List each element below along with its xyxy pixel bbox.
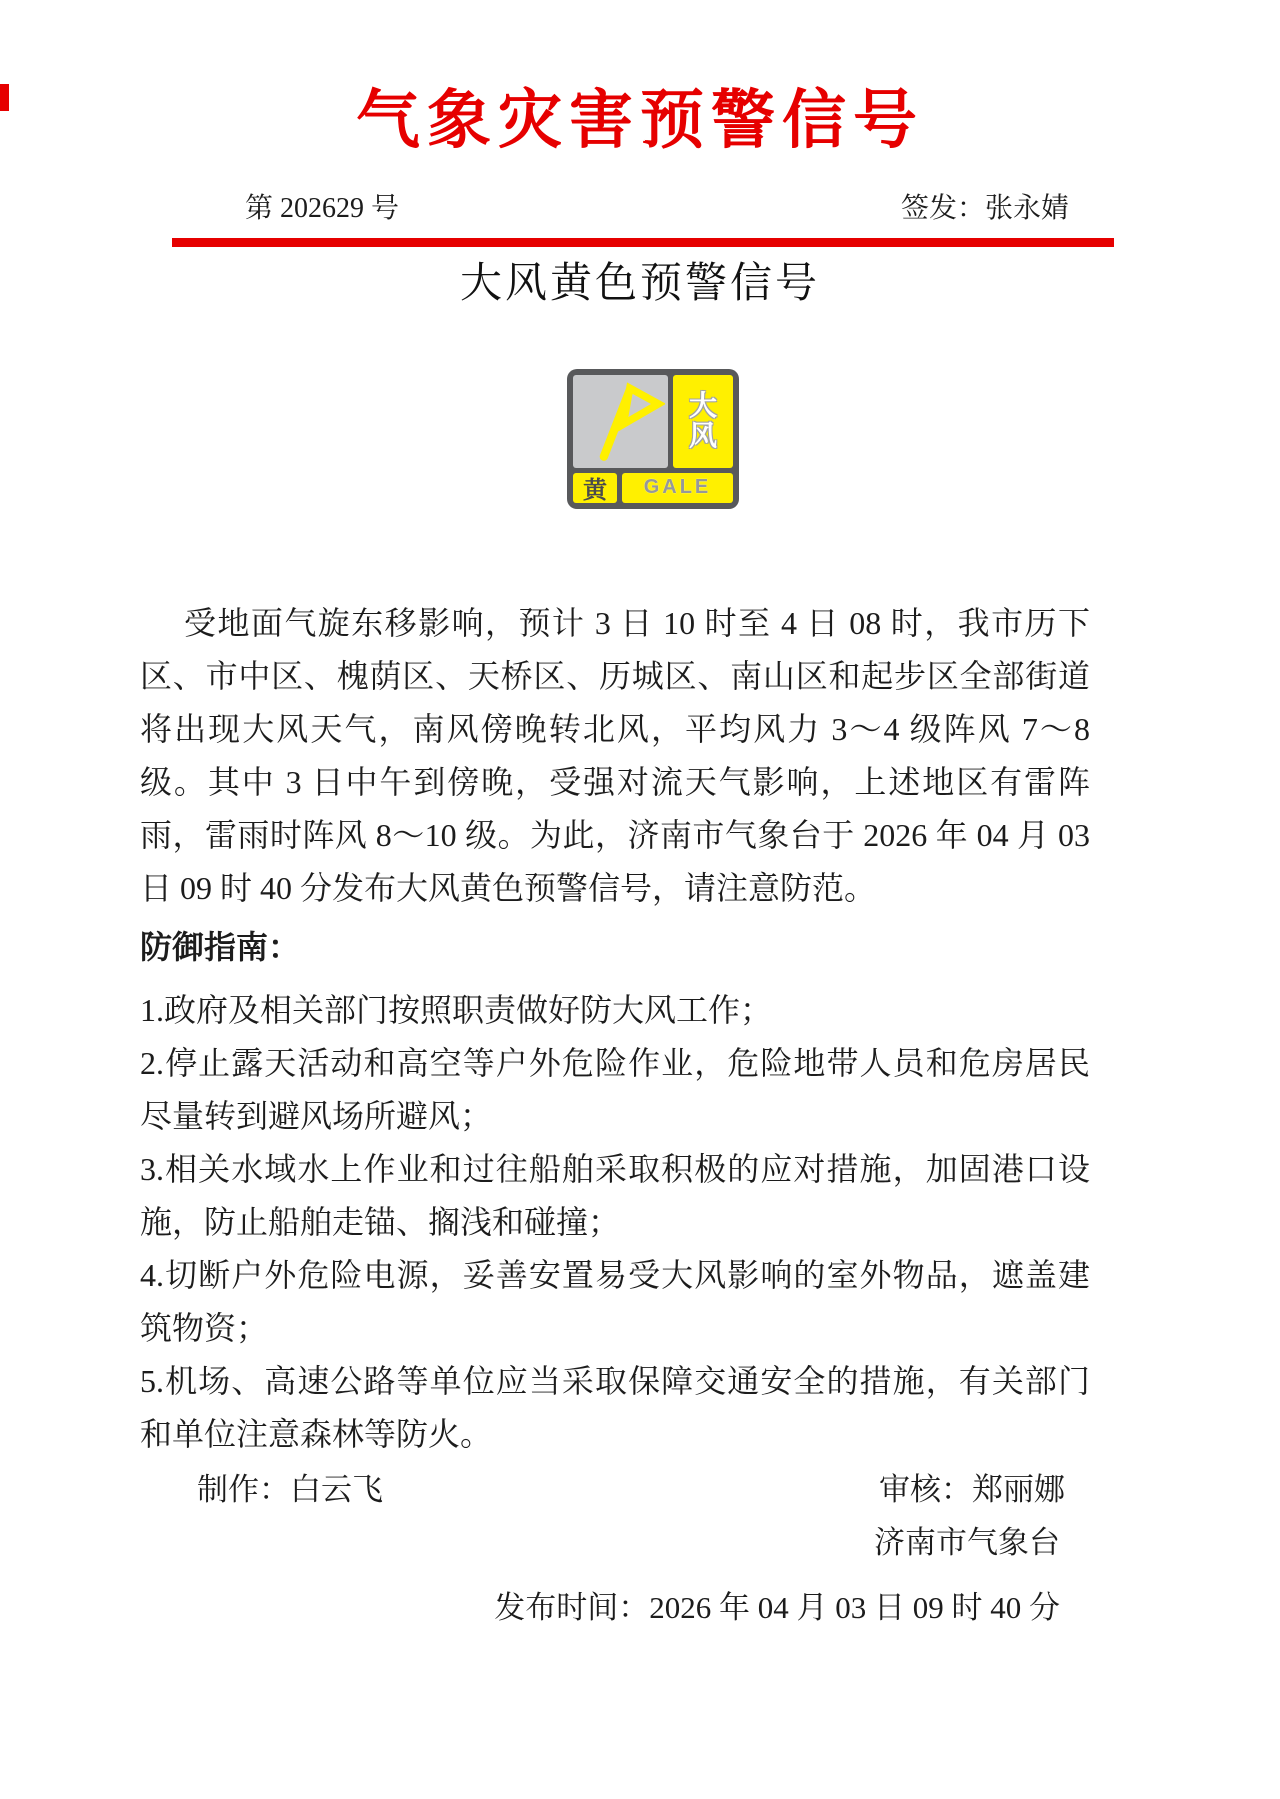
icon-hazard-char-1: 大 (688, 390, 717, 422)
document-title: 气象灾害预警信号 (356, 85, 924, 156)
icon-level-english: GALE (622, 473, 733, 503)
publish-time: 发布时间：2026 年 04 月 03 日 09 时 40 分 (494, 1589, 1060, 1625)
warning-paragraph: 受地面气旋东移影响，预计 3 日 10 时至 4 日 08 时，我市历下区、市中区、槐荫区、天桥区、历城区、南山区和起步区全部街道将出现大风天气，南风傍晚转北风，平均风力 3～4 级阵风 7～8 级。其中 3 日中午到傍晚，受强对流天气影响，上述地区有雷阵雨，雷雨时阵风 8～10 级。为此，济南市气象台于 2026 年 04 月 03 日 09 时 40 分发布大风黄色预警信号，请注意防范。 (140, 604, 1090, 906)
guide-item-5: 5.机场、高速公路等单位应当采取保障交通安全的措施，有关部门和单位注意森林等防火。 (140, 1362, 1090, 1452)
reviewer: 审核：郑丽娜 (879, 1471, 1065, 1507)
doc-number: 第 202629 号 (245, 192, 400, 224)
icon-hazard-char-2: 风 (688, 420, 717, 452)
icon-top-row (573, 375, 733, 468)
warning-icon-area (0, 369, 1280, 509)
gale-yellow-warning-icon (567, 369, 739, 509)
guide-item-2: 2.停止露天活动和高空等户外危险作业，危险地带人员和危房居民尽量转到避风场所避风； (140, 1044, 1090, 1134)
wind-flag-icon (573, 375, 668, 468)
icon-bottom-row (573, 473, 733, 503)
guide-item-3: 3.相关水域水上作业和过往船舶采取积极的应对措施，加固港口设施，防止船舶走锚、搁浅和碰撞； (140, 1150, 1090, 1240)
icon-level-badge: 黄 (573, 473, 617, 503)
guide-item-1: 1.政府及相关部门按照职责做好防大风工作； (140, 991, 773, 1028)
maker: 制作：白云飞 (197, 1471, 383, 1507)
document-body (140, 597, 1090, 1461)
red-divider (172, 238, 1114, 247)
guide-item-4: 4.切断户外危险电源，妥善安置易受大风影响的室外物品，遮盖建筑物资； (140, 1256, 1090, 1346)
warning-subtitle: 大风黄色预警信号 (459, 260, 820, 307)
document-footer (0, 1463, 1280, 1634)
scan-artifact-red (0, 84, 9, 111)
document-meta-row (245, 192, 1069, 226)
warning-document-page (0, 84, 1280, 1799)
icon-hazard-name (673, 375, 733, 468)
maker-reviewer-row (197, 1463, 1065, 1516)
issuing-agency: 济南市气象台 (874, 1524, 1060, 1560)
signer: 签发：张永婧 (900, 192, 1069, 224)
guide-heading: 防御指南： (140, 928, 301, 965)
